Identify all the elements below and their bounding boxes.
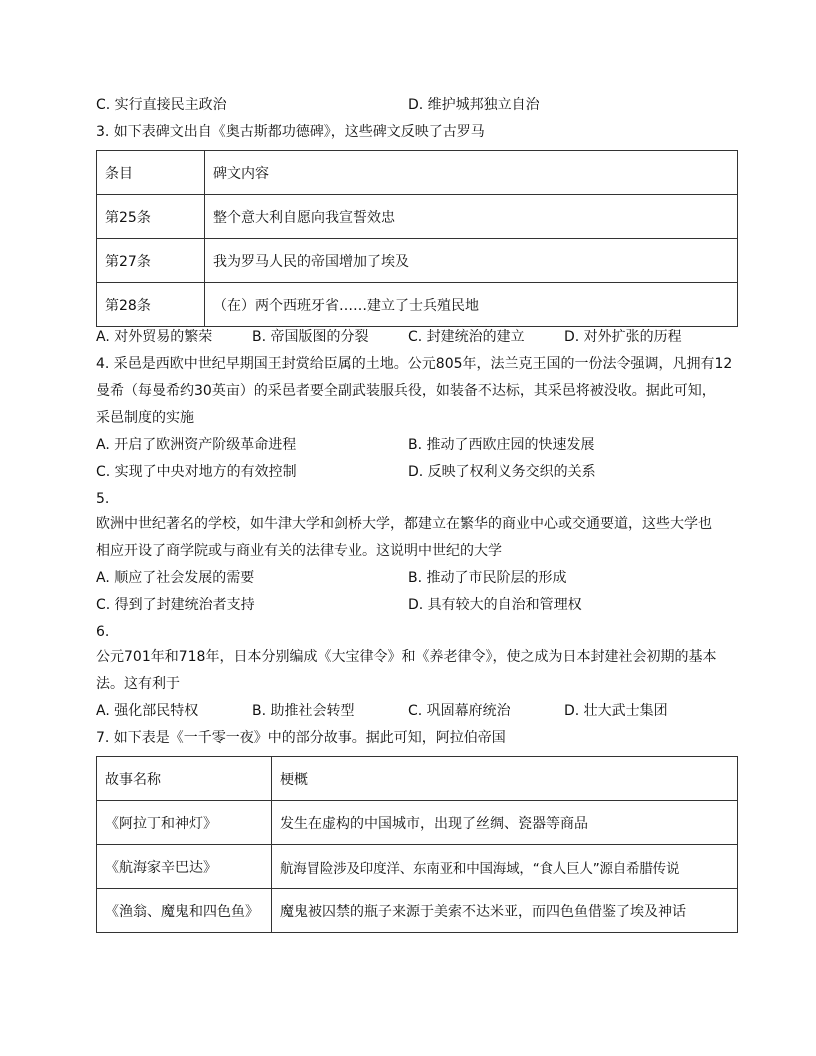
table-cell: （在）两个西班牙省……建立了士兵殖民地 [205, 283, 738, 327]
q3-table [96, 150, 738, 327]
q3-option-c: C. 封建统治的建立 [408, 329, 525, 345]
table-row [97, 801, 738, 845]
q3-stem: 3. 如下表碑文出自《奥古斯都功德碑》，这些碑文反映了古罗马 [96, 124, 485, 140]
table-cell: 整个意大利自愿向我宣誓效忠 [205, 195, 738, 239]
q5-option-d: D. 具有较大的自治和管理权 [408, 597, 582, 613]
q6-option-d: D. 壮大武士集团 [564, 703, 668, 719]
q6-number: 6. [96, 624, 110, 640]
q5-option-c: C. 得到了封建统治者支持 [96, 597, 255, 613]
table-header-cell: 碑文内容 [205, 151, 738, 195]
q4-stem-line2: 曼希（每曼希约30英亩）的采邑者要全副武装服兵役，如装备不达标，其采邑将被没收。据此可知， [96, 383, 716, 399]
table-row [97, 239, 738, 283]
q4-option-b: B. 推动了西欧庄园的快速发展 [408, 437, 595, 453]
table-cell: 《航海家辛巴达》 [97, 845, 272, 889]
q5-number: 5. [96, 491, 110, 507]
q5-stem-line1: 欧洲中世纪著名的学校，如牛津大学和剑桥大学，都建立在繁华的商业中心或交通要道，这些大学也 [96, 516, 712, 532]
q7-table [96, 756, 738, 933]
table-header-cell: 故事名称 [97, 757, 272, 801]
table-cell: 《渔翁、魔鬼和四色鱼》 [97, 889, 272, 933]
q6-option-c: C. 巩固幕府统治 [408, 703, 511, 719]
q5-stem-line2: 相应开设了商学院或与商业有关的法律专业。这说明中世纪的大学 [96, 543, 502, 559]
q4-stem-line3: 采邑制度的实施 [96, 410, 194, 426]
table-cell: 我为罗马人民的帝国增加了埃及 [205, 239, 738, 283]
q6-stem-line1: 公元701年和718年，日本分别编成《大宝律令》和《养老律令》，使之成为日本封建社会初期的基本 [96, 649, 717, 665]
q2-option-c: C. 实行直接民主政治 [96, 97, 227, 113]
q6-option-b: B. 助推社会转型 [252, 703, 355, 719]
q3-option-b: B. 帝国版图的分裂 [252, 329, 369, 345]
q5-option-b: B. 推动了市民阶层的形成 [408, 570, 567, 586]
q5-option-a: A. 顺应了社会发展的需要 [96, 570, 255, 586]
table-cell: 魔鬼被囚禁的瓶子来源于美索不达米亚，而四色鱼借鉴了埃及神话 [272, 889, 738, 933]
q3-option-d: D. 对外扩张的历程 [564, 329, 682, 345]
table-header-row [97, 757, 738, 801]
table-row [97, 889, 738, 933]
q4-option-a: A. 开启了欧洲资产阶级革命进程 [96, 437, 297, 453]
q7-stem: 7. 如下表是《一千零一夜》中的部分故事。据此可知，阿拉伯帝国 [96, 730, 506, 746]
table-cell: 《阿拉丁和神灯》 [97, 801, 272, 845]
table-row [97, 845, 738, 889]
q2-option-d: D. 维护城邦独立自治 [408, 97, 540, 113]
table-row [97, 195, 738, 239]
q4-option-c: C. 实现了中央对地方的有效控制 [96, 464, 297, 480]
table-header-cell: 条目 [97, 151, 205, 195]
table-cell: 第27条 [97, 239, 205, 283]
q4-option-d: D. 反映了权利义务交织的关系 [408, 464, 596, 480]
q3-option-a: A. 对外贸易的繁荣 [96, 329, 213, 345]
q6-option-a: A. 强化部民特权 [96, 703, 199, 719]
table-cell: 航海冒险涉及印度洋、东南亚和中国海域，“食人巨人”源自希腊传说 [272, 845, 738, 889]
table-cell: 发生在虚构的中国城市，出现了丝绸、瓷器等商品 [272, 801, 738, 845]
table-row [97, 283, 738, 327]
table-header-cell: 梗概 [272, 757, 738, 801]
table-header-row [97, 151, 738, 195]
table-cell: 第25条 [97, 195, 205, 239]
q6-stem-line2: 法。这有利于 [96, 676, 180, 692]
table-cell: 第28条 [97, 283, 205, 327]
q4-stem-line1: 4. 采邑是西欧中世纪早期国王封赏给臣属的土地。公元805年，法兰克王国的一份法令强调，凡拥有12 [96, 356, 733, 372]
